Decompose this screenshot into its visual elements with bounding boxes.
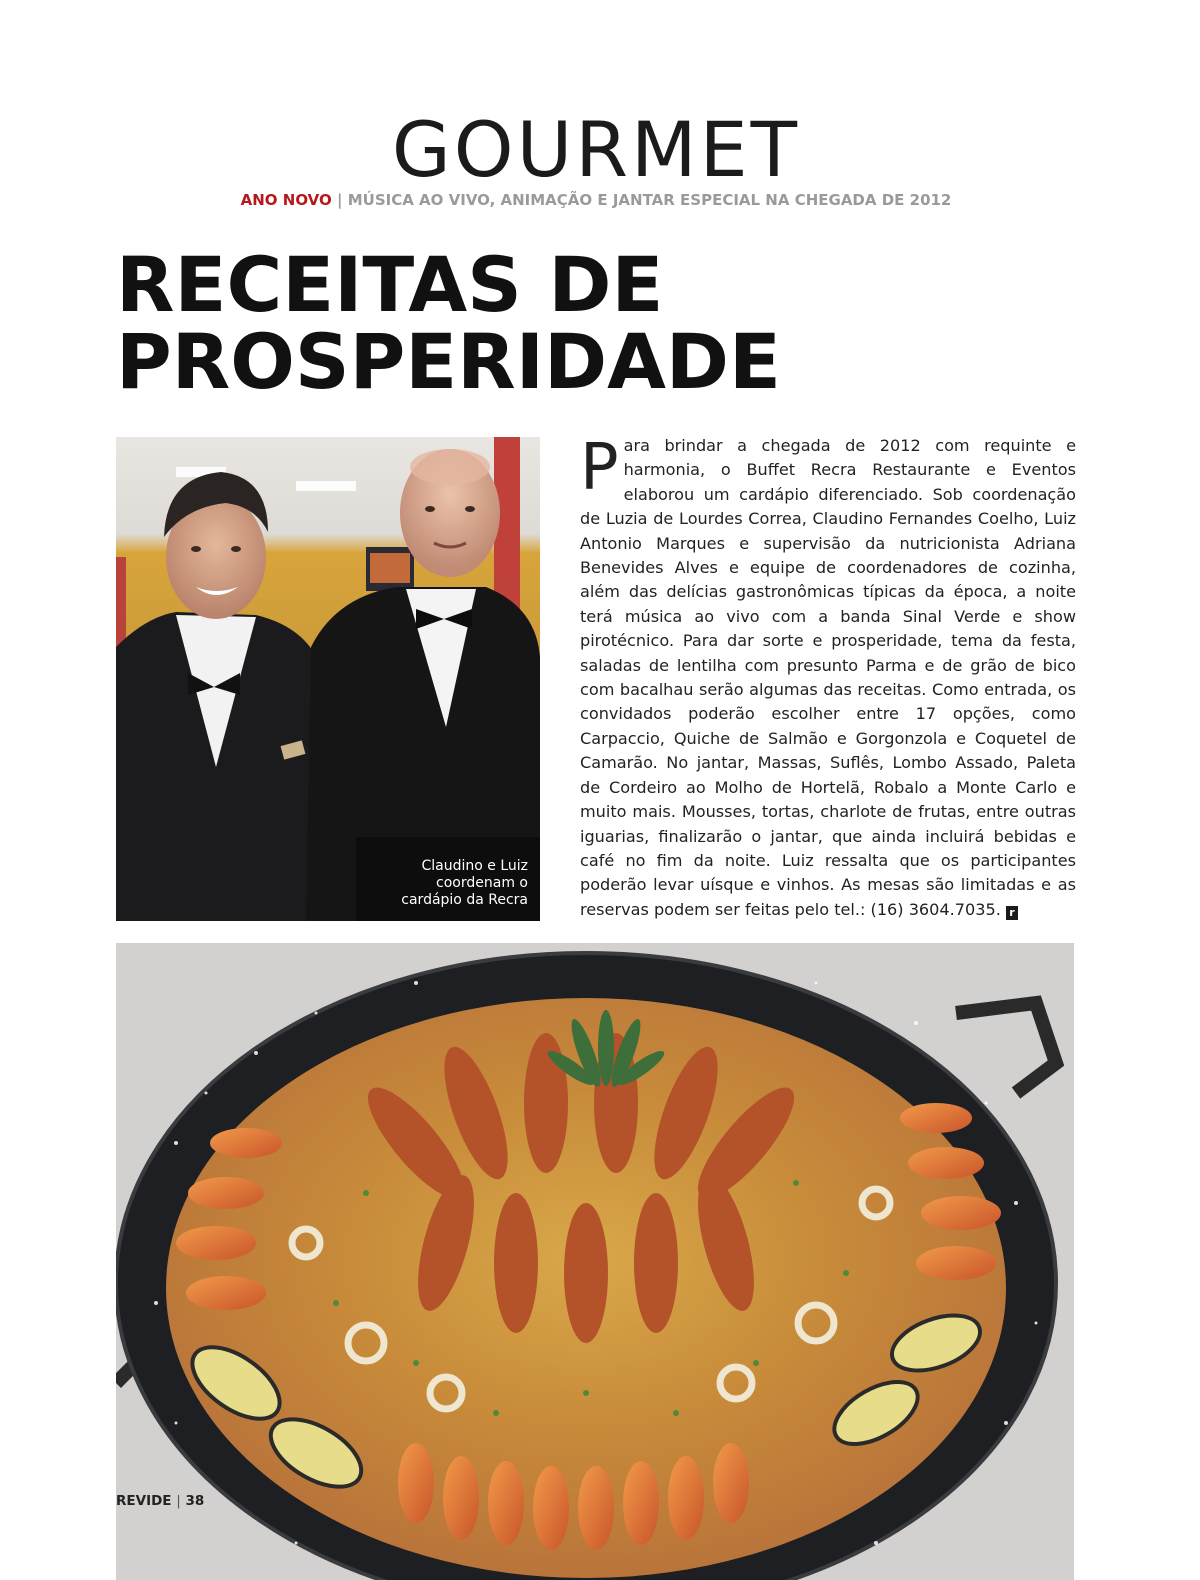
photo-caption [368, 858, 528, 909]
staff-photo [116, 437, 540, 921]
section-title: GOURMET [391, 105, 801, 194]
kicker-separator: | [337, 191, 343, 209]
end-mark-icon: r [1006, 906, 1018, 920]
headline-line-1: RECEITAS DE [116, 240, 664, 329]
drop-cap: P [580, 431, 619, 505]
page-folio [116, 1493, 204, 1509]
headline [116, 240, 1016, 406]
kicker-text: MÚSICA AO VIVO, ANIMAÇÃO E JANTAR ESPECIAL NA CHEGADA DE 2012 [347, 191, 952, 209]
folio-separator: | [176, 1493, 181, 1509]
headline-line-2: PROSPERIDADE [116, 317, 781, 406]
paella-illustration [116, 943, 1074, 1580]
caption-line-2: coordenam o [436, 875, 528, 891]
caption-line-1: Claudino e Luiz [421, 858, 528, 874]
folio-page-number: 38 [185, 1493, 205, 1509]
kicker [0, 190, 1192, 210]
seafood-paella-photo [116, 943, 1074, 1580]
staff-photo-illustration [116, 437, 540, 921]
folio-magazine: REVIDE [116, 1493, 172, 1509]
article-text: ara brindar a chegada de 2012 com requinte e harmonia, o Buffet Recra Restaurante e Eventos elaborou um cardápio diferenciado. Sob coordenação de Luzia de Lourdes Correa, Claudino Fernandes Coelho, Luiz Antonio Marques e supervisão da nutricionista Adriana Benevides Alves e equipe de coordenadores de cozinha, além das delícias gastronômicas típicas da época, a noite terá música ao vivo com a banda Sinal Verde e show pirotécnico. Para dar sorte e prosperidade, tema da festa, saladas de lentilha com presunto Parma e de grão de bico com bacalhau serão algumas das receitas. Como entrada, os convidados poderão escolher entre 17 opções, como Carpaccio, Quiche de Salmão e Gorgonzola e Coquetel de Camarão. No jantar, Massas, Suflês, Lombo Assado, Paleta de Cordeiro ao Molho de Hortelã, Robalo a Monte Carlo e muito mais. Mousses, tortas, charlote de frutas, entre outras iguarias, finalizarão o jantar, que ainda incluirá bebidas e café no fim da noite. Luiz ressalta que os participantes poderão levar uísque e vinhos. As mesas são limitadas e as reservas podem ser feitas pelo tel.: (16) 3604.7035. [580, 436, 1076, 919]
caption-line-3: cardápio da Recra [401, 892, 528, 908]
kicker-label: ANO NOVO [240, 191, 332, 209]
article-body [580, 431, 1076, 922]
